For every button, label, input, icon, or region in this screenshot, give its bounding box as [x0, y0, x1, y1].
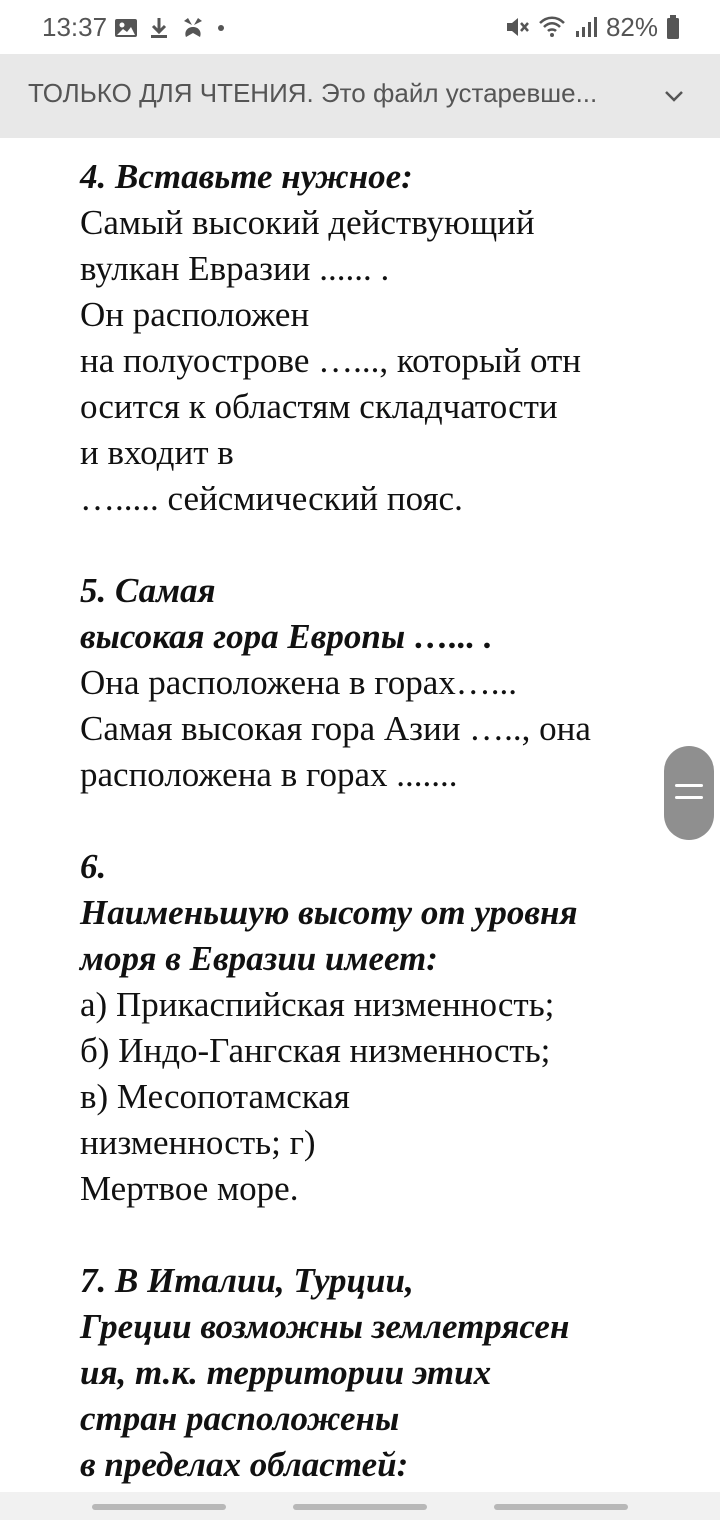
text-line: на полуострове …..., который отн: [80, 341, 582, 380]
wifi-icon: [538, 15, 566, 39]
question-line: 4. Вставьте нужное:: [80, 157, 413, 196]
scroll-handle-line: [675, 796, 703, 799]
text-line: в) Месопотамская: [80, 1077, 350, 1116]
question-line: ия, т.к. территории этих: [80, 1353, 492, 1392]
question-line: 5. Самая: [80, 571, 216, 610]
text-line: Она расположена в горах…...: [80, 663, 518, 702]
text-line: вулкан Евразии ...... .: [80, 249, 390, 288]
text-line: осится к областям складчатости: [80, 387, 558, 426]
dot-icon: [216, 23, 226, 33]
battery-percent: 82%: [605, 11, 658, 42]
text-line: и входит в: [80, 433, 234, 472]
text-line: расположена в горах .......: [80, 755, 458, 794]
text-line: б) Индо-Гангская низменность;: [80, 1031, 551, 1070]
nav-home-button[interactable]: [293, 1504, 427, 1510]
status-bar: [0, 0, 720, 54]
read-only-banner[interactable]: [0, 54, 720, 138]
blank-line: [80, 798, 660, 844]
document-body: [80, 154, 660, 1488]
status-time: 13:37: [42, 12, 108, 42]
nav-recents-button[interactable]: [92, 1504, 226, 1510]
text-line: низменность; г): [80, 1123, 316, 1162]
banner-text: ТОЛЬКО ДЛЯ ЧТЕНИЯ. Это файл устаревше...: [28, 78, 598, 108]
blank-line: [80, 522, 660, 568]
text-line: Мертвое море.: [80, 1169, 299, 1208]
question-line: высокая гора Европы …... .: [80, 617, 493, 656]
text-line: Самая высокая гора Азии ….., она: [80, 709, 591, 748]
status-left-icons: [114, 14, 226, 42]
navigation-bar: [0, 1492, 720, 1520]
text-line: Самый высокий действующий: [80, 203, 535, 242]
app-icon: [180, 15, 206, 41]
text-line: Он расположен: [80, 295, 310, 334]
chevron-down-icon[interactable]: [662, 84, 686, 108]
status-right: [504, 12, 680, 42]
text-line: а) Прикаспийская низменность;: [80, 985, 555, 1024]
image-icon: [114, 17, 138, 39]
scroll-handle[interactable]: [664, 746, 714, 840]
question-line: в пределах областей:: [80, 1445, 409, 1484]
scroll-handle-line: [675, 784, 703, 787]
question-line: моря в Евразии имеет:: [80, 939, 438, 978]
battery-icon: [666, 14, 680, 40]
question-line: Греции возможны землетрясен: [80, 1307, 570, 1346]
signal-icon: [574, 15, 598, 39]
question-line: стран расположены: [80, 1399, 400, 1438]
download-icon: [148, 16, 170, 40]
question-line: 6.: [80, 847, 107, 886]
nav-back-button[interactable]: [494, 1504, 628, 1510]
mute-icon: [504, 14, 530, 40]
question-line: Наименьшую высоту от уровня: [80, 893, 578, 932]
text-line: …..... сейсмический пояс.: [80, 479, 463, 518]
blank-line: [80, 1212, 660, 1258]
question-line: 7. В Италии, Турции,: [80, 1261, 414, 1300]
